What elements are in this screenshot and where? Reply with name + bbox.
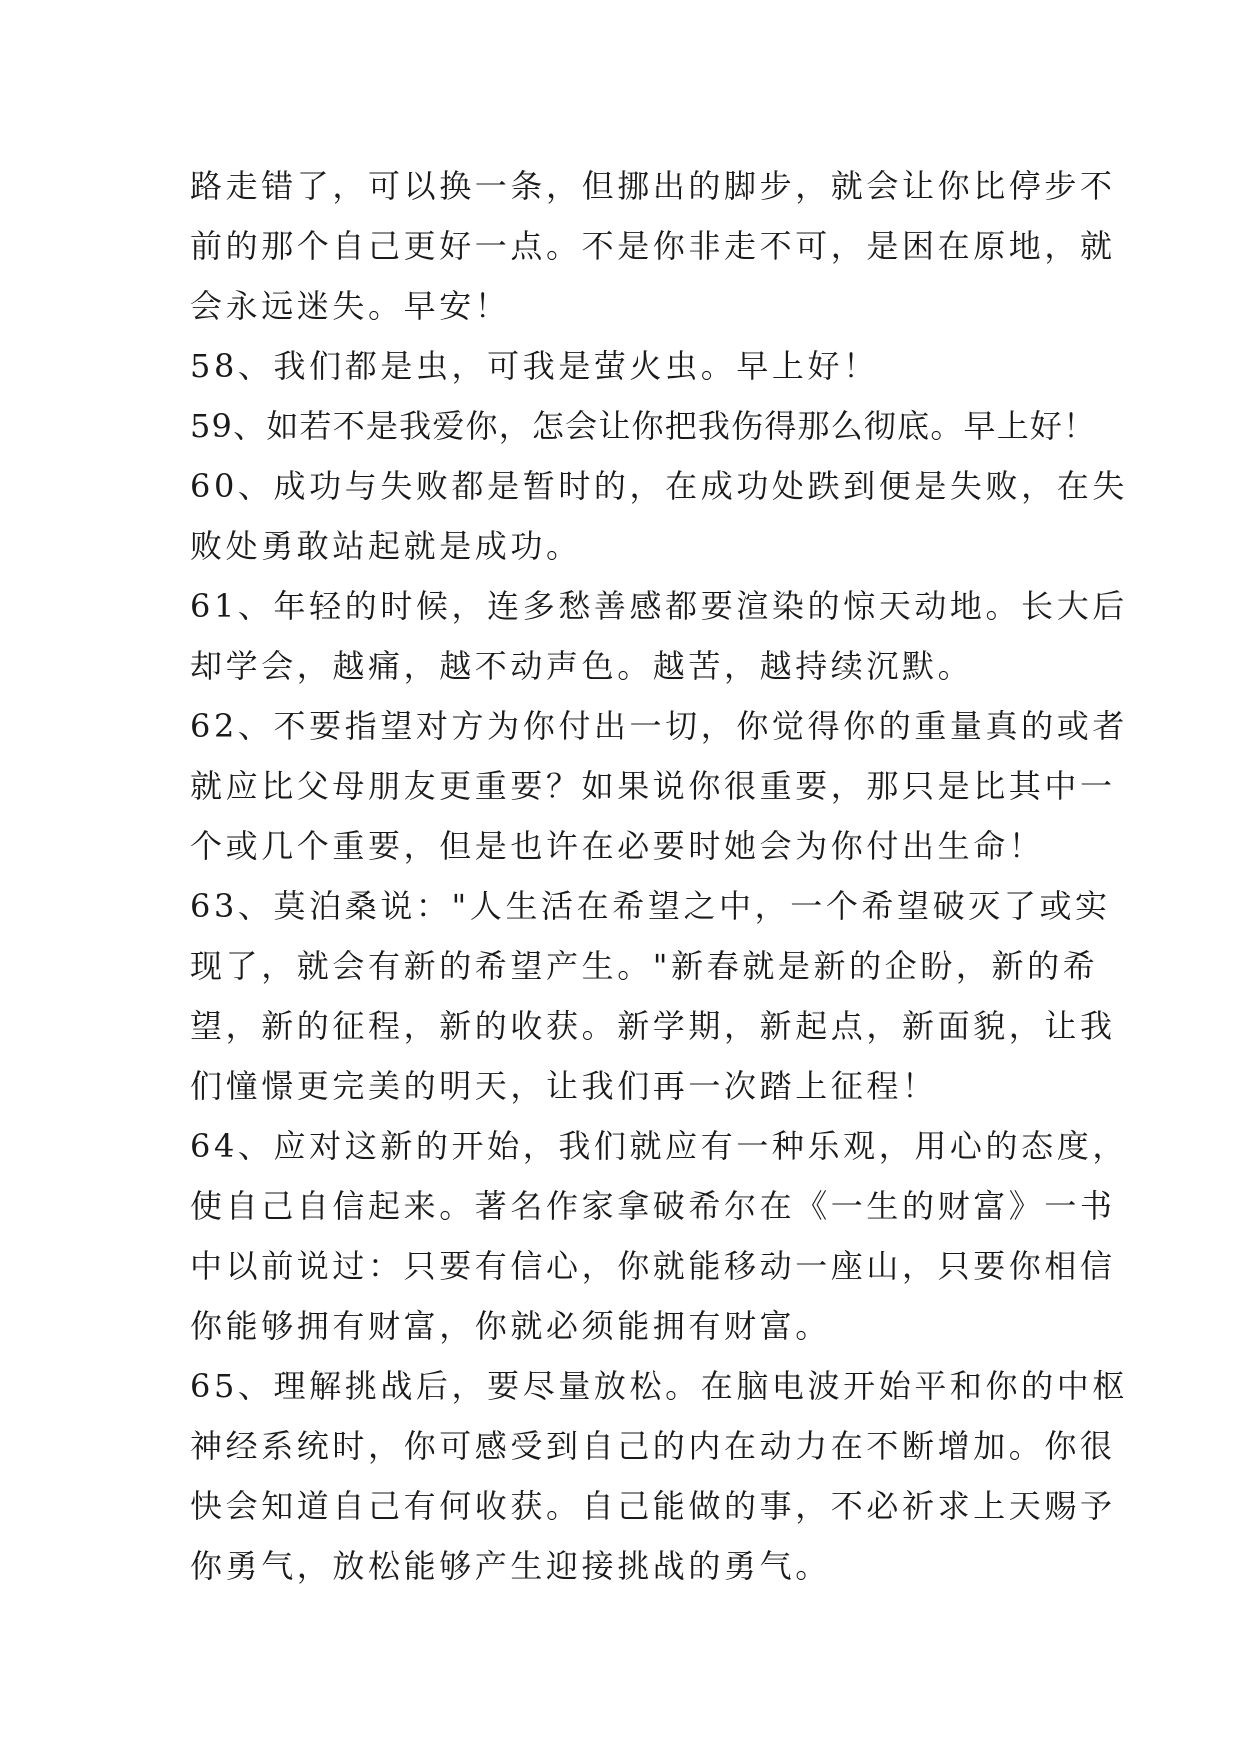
text-line: 个或几个重要，但是也许在必要时她会为你付出生命！ <box>190 827 1045 865</box>
item-64: 64、应对这新的开始，我们就应有一种乐观，用心的态度， <box>190 1127 1128 1165</box>
text-line: 现了，就会有新的希望产生。"新春就是新的企盼，新的希 <box>190 947 1099 985</box>
document-body <box>190 156 1128 1596</box>
item-62: 62、不要指望对方为你付出一切，你觉得你的重量真的或者 <box>190 707 1128 745</box>
item-63: 63、莫泊桑说："人生活在希望之中，一个希望破灭了或实 <box>190 887 1111 925</box>
item-59: 59、如若不是我爱你，怎会让你把我伤得那么彻底。早上好！ <box>190 407 1097 445</box>
text-line: 却学会，越痛，越不动声色。越苦，越持续沉默。 <box>190 647 974 685</box>
item-60: 60、成功与失败都是暂时的，在成功处跌到便是失败，在失 <box>190 467 1128 505</box>
text-line: 快会知道自己有何收获。自己能做的事，不必祈求上天赐予 <box>190 1487 1116 1525</box>
text-line: 使自己自信起来。著名作家拿破希尔在《一生的财富》一书 <box>190 1187 1116 1225</box>
item-65: 65、理解挑战后，要尽量放松。在脑电波开始平和你的中枢 <box>190 1367 1128 1405</box>
item-61: 61、年轻的时候，连多愁善感都要渲染的惊天动地。长大后 <box>190 587 1128 625</box>
text-line: 前的那个自己更好一点。不是你非走不可，是困在原地，就 <box>190 227 1116 265</box>
text-line: 你勇气，放松能够产生迎接挑战的勇气。 <box>190 1547 831 1585</box>
text-line: 望，新的征程，新的收获。新学期，新起点，新面貌，让我 <box>190 1007 1116 1045</box>
text-line: 会永远迷失。早安！ <box>190 287 511 325</box>
text-line: 神经系统时，你可感受到自己的内在动力在不断增加。你很 <box>190 1427 1116 1465</box>
text-line: 路走错了，可以换一条，但挪出的脚步，就会让你比停步不 <box>190 167 1116 205</box>
item-58: 58、我们都是虫，可我是萤火虫。早上好！ <box>190 347 879 385</box>
text-line: 你能够拥有财富，你就必须能拥有财富。 <box>190 1307 831 1345</box>
text-line: 败处勇敢站起就是成功。 <box>190 527 582 565</box>
text-line: 们憧憬更完美的明天，让我们再一次踏上征程！ <box>190 1067 938 1105</box>
text-line: 就应比父母朋友更重要？如果说你很重要，那只是比其中一 <box>190 767 1116 805</box>
text-line: 中以前说过：只要有信心，你就能移动一座山，只要你相信 <box>190 1247 1116 1285</box>
